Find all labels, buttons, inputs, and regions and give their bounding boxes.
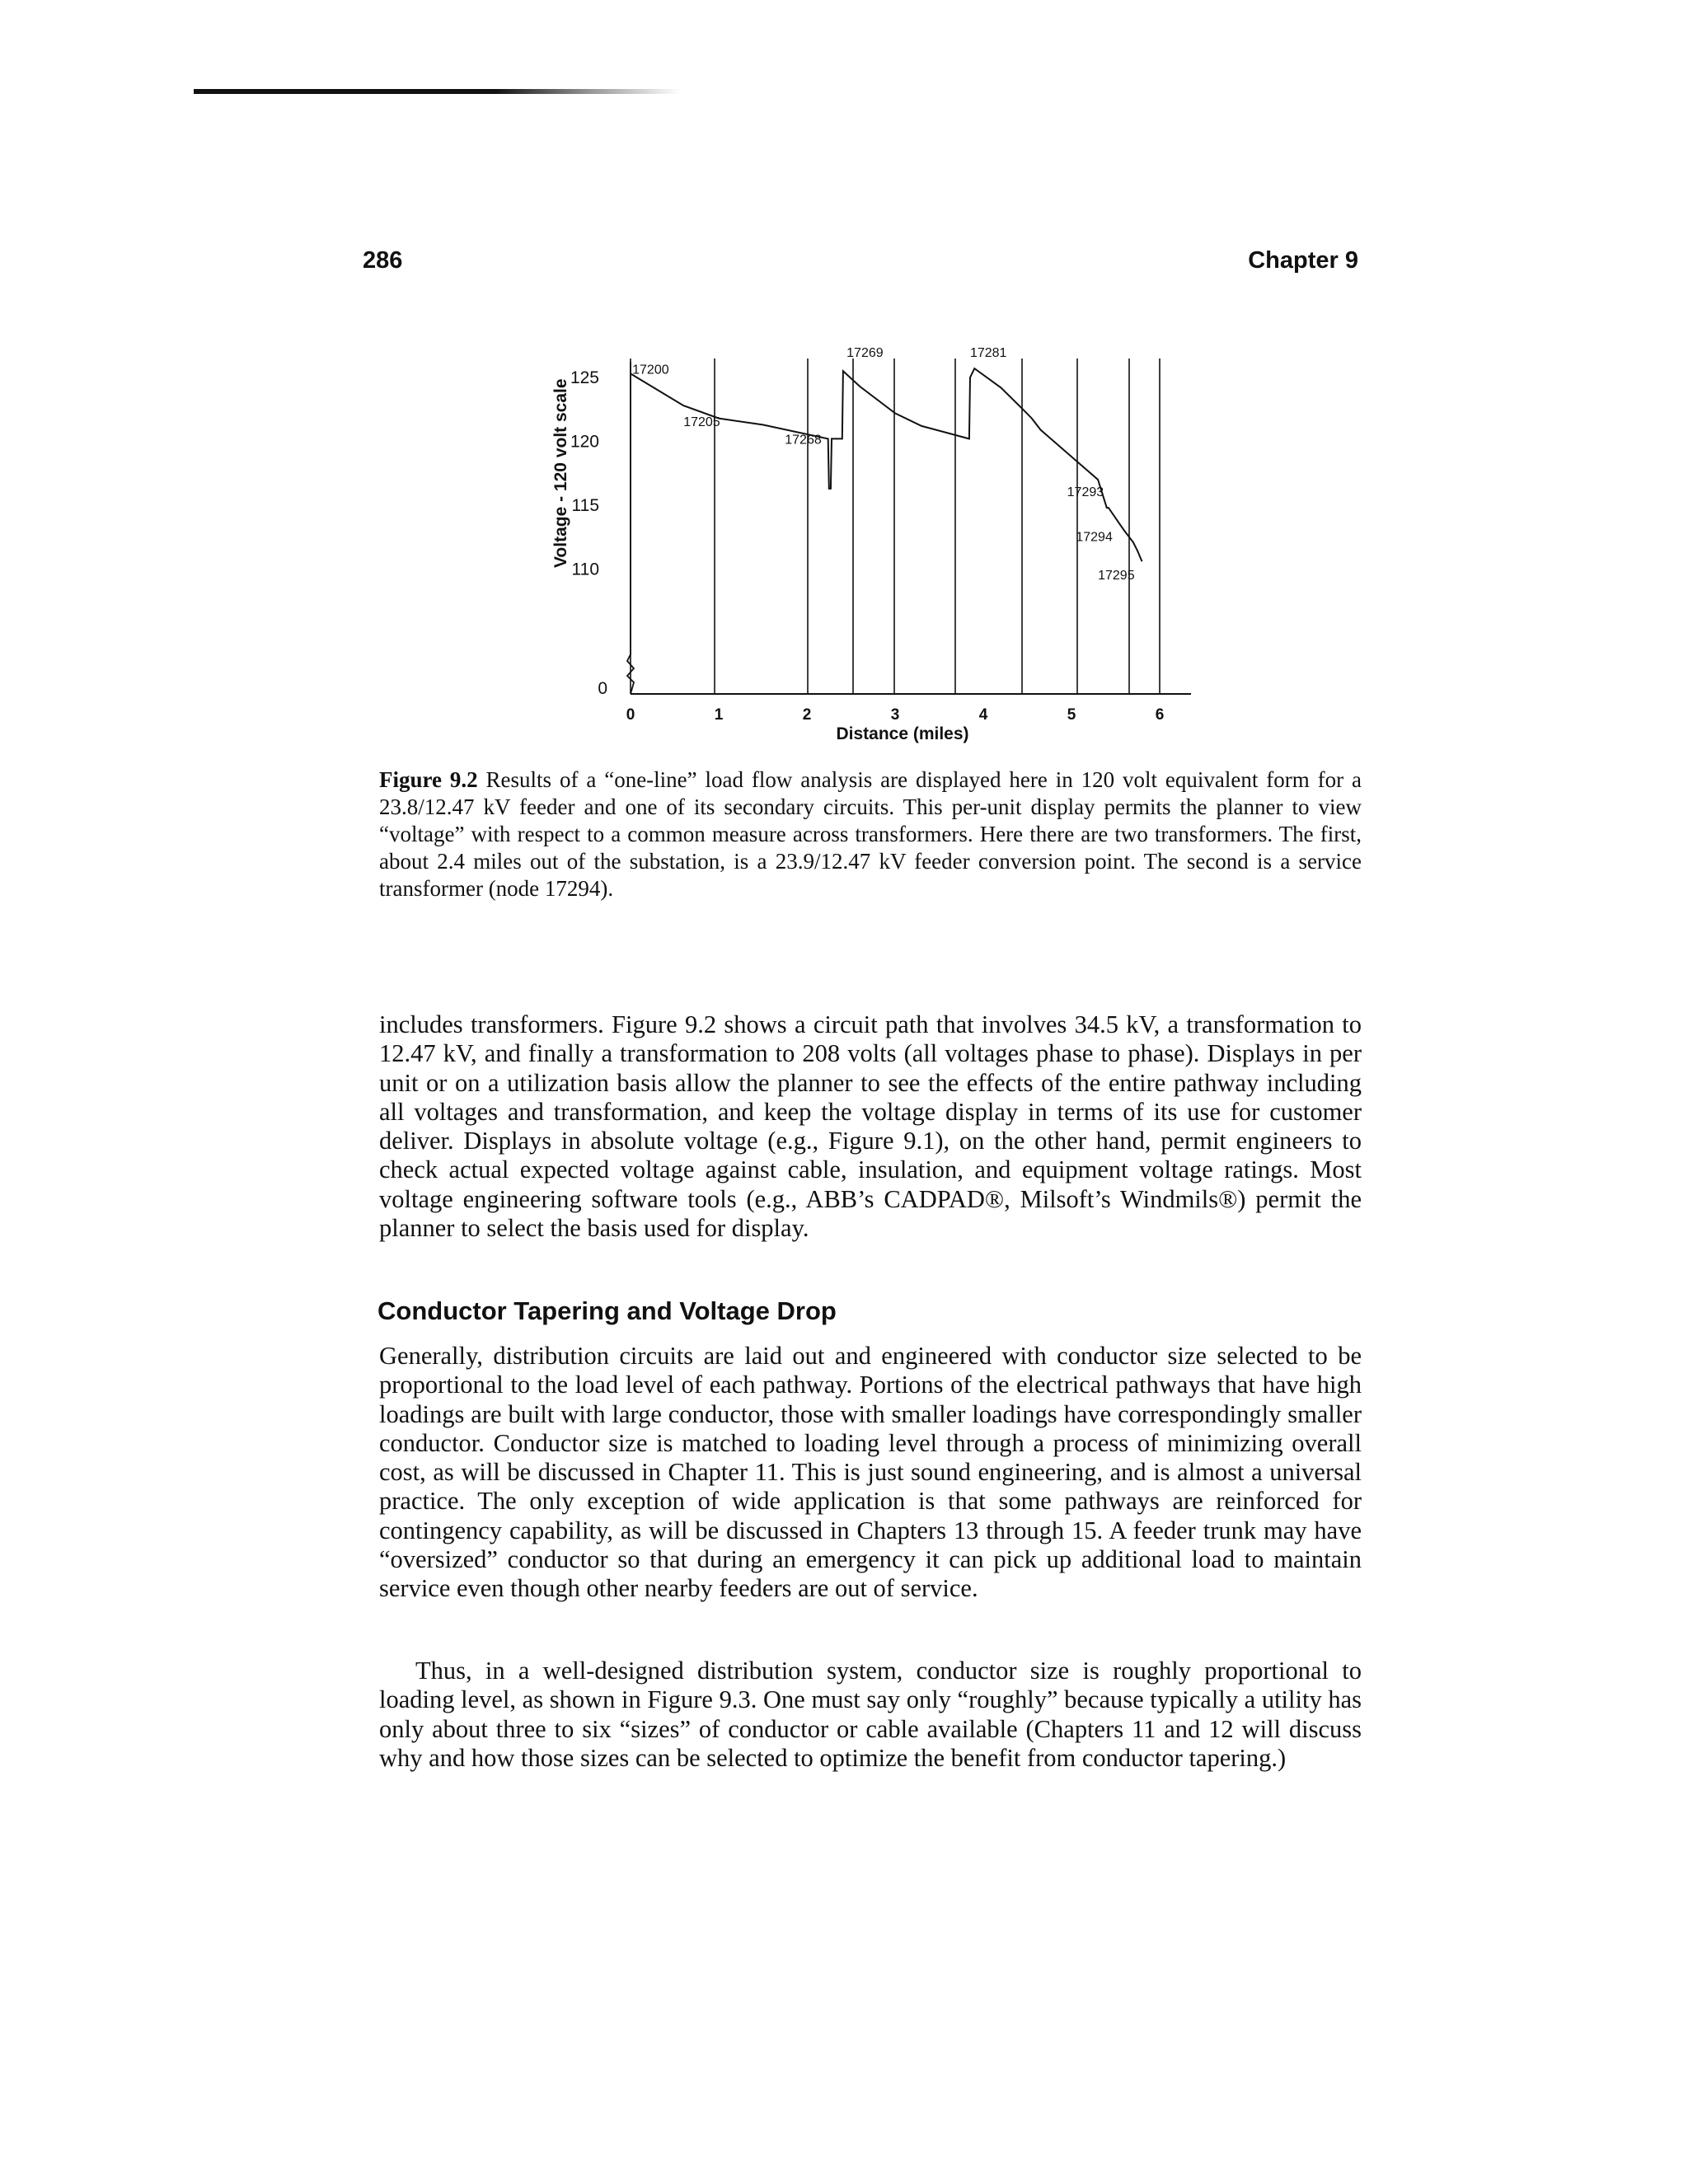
top-rule <box>194 89 680 94</box>
page-number: 286 <box>363 247 403 274</box>
y-tick-label-3: 120 <box>570 432 599 452</box>
node-label-17205: 17205 <box>683 415 720 429</box>
y-tick-label-0: 0 <box>598 679 607 698</box>
figure-caption <box>379 766 1362 902</box>
body-paragraph-1: includes transformers. Figure 9.2 shows a circuit path that involves 34.5 kV, a transformation to 12.47 kV, and finally a transformation to 208 volts (all voltages phase to phase). Displays in per unit or on a utilization basis allow the planner to see the effects of the entire pathway including all voltages and transformation, and keep the voltage display in terms of its use for customer deliver. Displays in absolute voltage (e.g., Figure 9.1), on the other hand, permit engineers to check actual expected voltage against cable, insulation, and equipment voltage ratings. Most voltage engineering software tools (e.g., ABB’s CADPAD®, Milsoft’s Windmils®) permit the planner to select the basis used for display. <box>379 1010 1362 1243</box>
y-tick-label-1: 110 <box>571 560 599 579</box>
y-tick-label-2: 115 <box>571 496 599 515</box>
node-label-17281: 17281 <box>969 346 1007 361</box>
voltage-profile-line <box>631 368 1142 561</box>
x-tick-label-6: 6 <box>1155 706 1165 724</box>
x-axis-label: Distance (miles) <box>836 724 969 743</box>
x-tick-label-0: 0 <box>626 706 635 724</box>
node-label-17295: 17295 <box>1098 568 1135 583</box>
x-tick-label-5: 5 <box>1067 706 1076 724</box>
x-tick-label-1: 1 <box>714 706 724 724</box>
y-axis-line <box>627 362 634 694</box>
figure-caption-text: Results of a “one-line” load flow analysis are displayed here in 120 volt equivalent form for a 23.8/12.47 kV feeder and one of its secondary circuits. This per-unit display permits the planner to view “voltage” with respect to a common measure across transformers. Here there are two transformers. The first, about 2.4 miles out of the substation, is a 23.9/12.47 kV feeder conversion point. The second is a service transformer (node 17294). <box>379 767 1362 901</box>
voltage-profile-chart <box>528 338 1220 754</box>
node-label-17200: 17200 <box>632 363 669 377</box>
x-tick-label-4: 4 <box>978 706 988 724</box>
y-tick-label-4: 125 <box>570 368 599 387</box>
node-label-17294: 17294 <box>1076 530 1113 545</box>
y-axis-label: Voltage - 120 volt scale <box>551 378 570 569</box>
node-label-17293: 17293 <box>1067 485 1104 500</box>
chapter-label: Chapter 9 <box>1248 247 1358 274</box>
body-paragraph-2: Generally, distribution circuits are laid out and engineered with conductor size selected to be proportional to the load level of each pathway. Portions of the electrical pathways that have high loadings are built with large conductor, those with smaller loadings have correspondingly smaller conductor. Conductor size is matched to loading level through a process of minimizing overall cost, as will be discussed in Chapter 11. This is just sound engineering, and is almost a universal practice. The only exception of wide application is that some pathways are reinforced for contingency capability, as will be discussed in Chapters 13 through 15. A feeder trunk may have “oversized” conductor so that during an emergency it can pick up additional load to maintain service even though other nearby feeders are out of service. <box>379 1342 1362 1603</box>
x-tick-label-2: 2 <box>802 706 812 724</box>
section-heading: Conductor Tapering and Voltage Drop <box>377 1296 837 1325</box>
figure-caption-label: Figure 9.2 <box>379 767 478 792</box>
node-label-17268: 17268 <box>785 433 822 448</box>
node-label-17269: 17269 <box>846 346 884 361</box>
body-paragraph-3: Thus, in a well-designed distribution system, conductor size is roughly proportional to loading level, as shown in Figure 9.3. One must say only “roughly” because typically a utility has only about three to six “sizes” of conductor or cable available (Chapters 11 and 12 will discuss why and how those sizes can be selected to optimize the benefit from conductor tapering.) <box>379 1657 1362 1772</box>
voltage-profile-figure <box>528 338 1220 754</box>
x-tick-label-3: 3 <box>890 706 900 724</box>
